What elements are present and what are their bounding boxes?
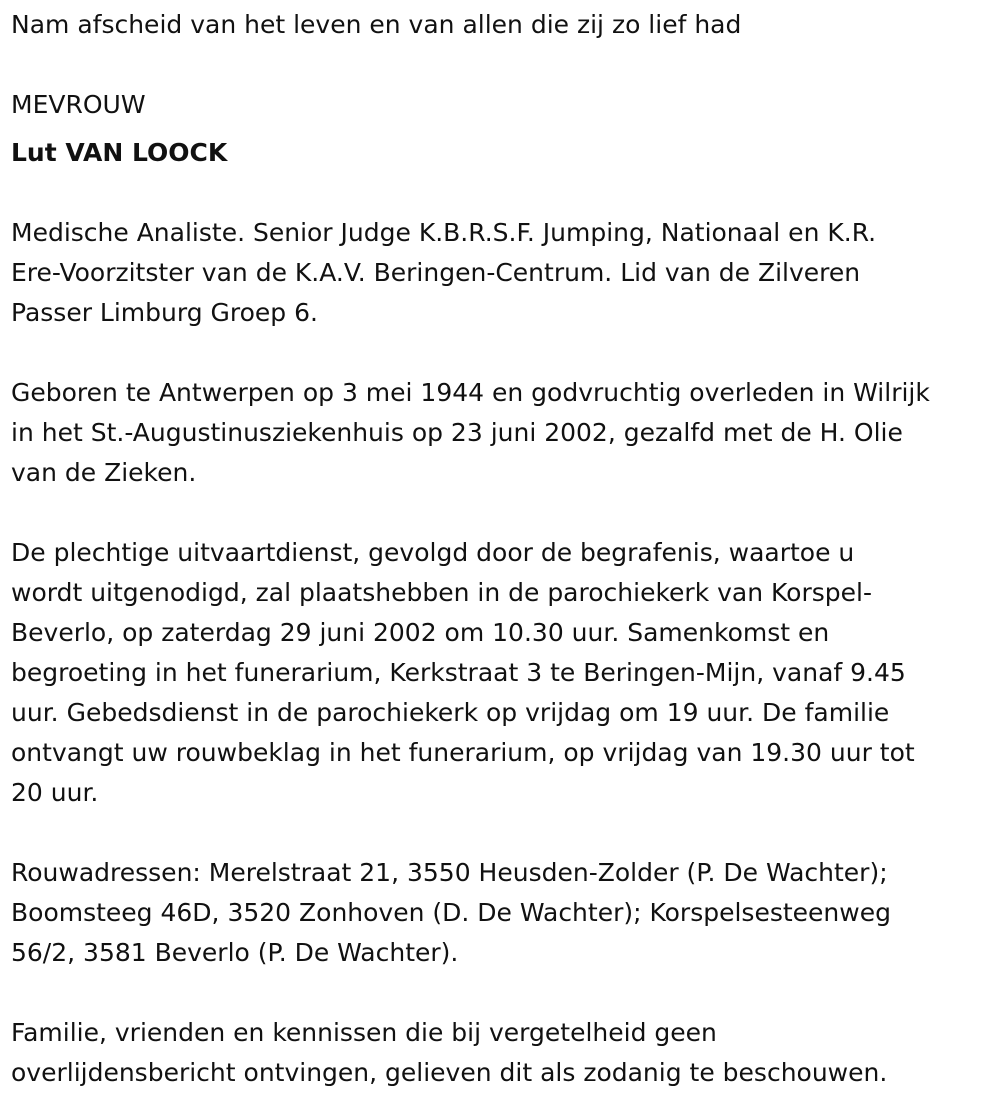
profession-line: Passer Limburg Groep 6. <box>11 298 318 327</box>
funeral-line: begroeting in het funerarium, Kerkstraat 3 te Beringen-Mijn, vanaf 9.45 <box>11 658 906 687</box>
funeral-line: ontvangt uw rouwbeklag in het funerarium, op vrijdag van 19.30 uur tot <box>11 738 915 767</box>
closing-paragraph <box>11 1013 887 1093</box>
profession-line: Medische Analiste. Senior Judge K.B.R.S.F. Jumping, Nationaal en K.R. <box>11 218 877 247</box>
profession-line: Ere-Voorzitster van de K.A.V. Beringen-Centrum. Lid van de Zilveren <box>11 258 861 287</box>
funeral-line: Beverlo, op zaterdag 29 juni 2002 om 10.30 uur. Samenkomst en <box>11 618 830 647</box>
funeral-line: 20 uur. <box>11 778 99 807</box>
closing-line: overlijdensbericht ontvingen, gelieven dit als zodanig te beschouwen. <box>11 1058 888 1087</box>
funeral-line: De plechtige uitvaartdienst, gevolgd door de begrafenis, waartoe u <box>11 538 855 567</box>
address-line: Boomsteeg 46D, 3520 Zonhoven (D. De Wachter); Korspelsesteenweg <box>11 898 891 927</box>
deceased-name: Lut VAN LOOCK <box>11 138 228 167</box>
funeral-line: wordt uitgenodigd, zal plaatshebben in de parochiekerk van Korspel- <box>11 578 872 607</box>
profession-paragraph <box>11 213 876 333</box>
address-line: Rouwadressen: Merelstraat 21, 3550 Heusden-Zolder (P. De Wachter); <box>11 858 888 887</box>
closing-line: Familie, vrienden en kennissen die bij vergetelheid geen <box>11 1018 717 1047</box>
honorific-title: MEVROUW <box>11 90 146 119</box>
birth-death-paragraph <box>11 373 930 493</box>
funeral-paragraph <box>11 533 915 813</box>
intro-line: Nam afscheid van het leven en van allen die zij zo lief had <box>11 10 742 39</box>
address-paragraph <box>11 853 891 973</box>
funeral-line: uur. Gebedsdienst in de parochiekerk op vrijdag om 19 uur. De familie <box>11 698 890 727</box>
birth-death-line: van de Zieken. <box>11 458 197 487</box>
birth-death-line: in het St.-Augustinusziekenhuis op 23 juni 2002, gezalfd met de H. Olie <box>11 418 903 447</box>
address-line: 56/2, 3581 Beverlo (P. De Wachter). <box>11 938 459 967</box>
birth-death-line: Geboren te Antwerpen op 3 mei 1944 en godvruchtig overleden in Wilrijk <box>11 378 930 407</box>
